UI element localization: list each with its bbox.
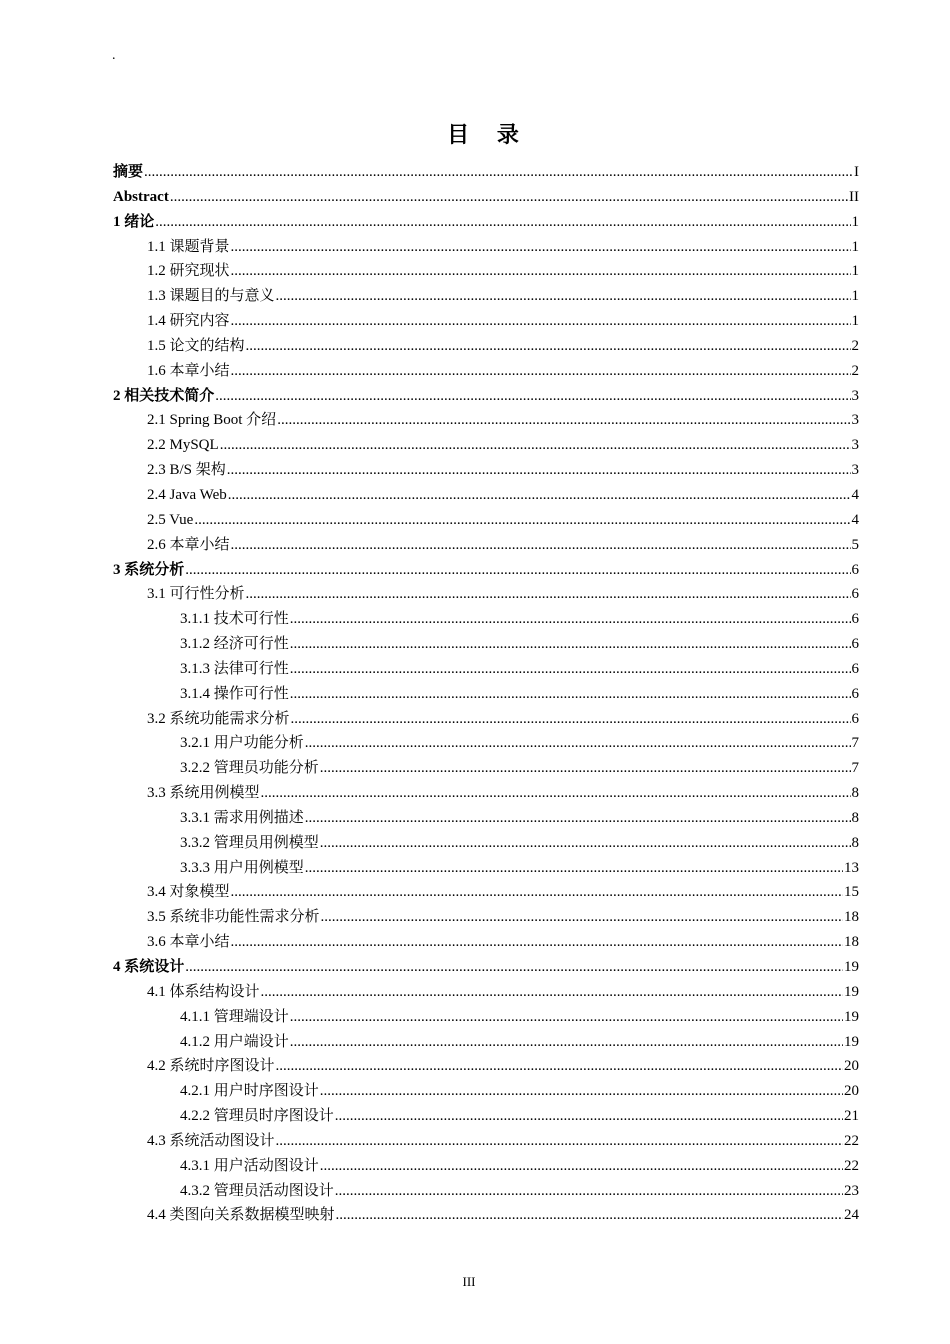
toc-entry[interactable] xyxy=(113,483,859,508)
toc-entry-label: 4.3.1 用户活动图设计 xyxy=(180,1157,319,1174)
toc-dot-leader xyxy=(228,483,851,508)
toc-entry-page: 6 xyxy=(851,561,859,578)
toc-dot-leader xyxy=(215,384,850,409)
toc-entry-page: 1 xyxy=(851,238,859,255)
toc-entry-page: 22 xyxy=(844,1132,859,1149)
toc-entry-label: 3.5 系统非功能性需求分析 xyxy=(147,909,320,926)
toc-entry-label: 3.2 系统功能需求分析 xyxy=(147,710,290,727)
toc-entry-page: 6 xyxy=(851,685,859,702)
toc-entry-page: 1 xyxy=(851,313,859,330)
toc-dot-leader xyxy=(231,880,843,905)
toc-entry-page: 1 xyxy=(851,263,859,280)
toc-entry-label: 4.2 系统时序图设计 xyxy=(147,1058,275,1075)
toc-entry-label: 3.2.1 用户功能分析 xyxy=(180,735,304,752)
toc-entry-page: 20 xyxy=(844,1083,859,1100)
toc-dot-leader xyxy=(185,955,843,980)
toc-entry-page: II xyxy=(849,188,859,205)
toc-dot-leader xyxy=(320,831,851,856)
toc-dot-leader xyxy=(305,731,851,756)
toc-dot-leader xyxy=(246,334,851,359)
toc-entry[interactable] xyxy=(113,707,859,732)
toc-entry[interactable] xyxy=(113,433,859,458)
toc-entry-page: 6 xyxy=(851,660,859,677)
toc-entry-page: 19 xyxy=(844,983,859,1000)
toc-entry[interactable] xyxy=(113,1030,859,1055)
toc-entry[interactable] xyxy=(113,309,859,334)
toc-dot-leader xyxy=(155,210,850,235)
toc-dot-leader xyxy=(320,756,851,781)
toc-entry-label: 3.3.2 管理员用例模型 xyxy=(180,834,319,851)
toc-dot-leader xyxy=(335,1104,843,1129)
toc-entry-label: 4.3.2 管理员活动图设计 xyxy=(180,1182,334,1199)
toc-dot-leader xyxy=(261,781,851,806)
toc-entry-label: 3 系统分析 xyxy=(113,561,185,578)
toc-dot-leader xyxy=(277,408,850,433)
toc-entry-label: 4.2.2 管理员时序图设计 xyxy=(180,1108,334,1125)
toc-entry[interactable] xyxy=(113,806,859,831)
toc-entry-page: 18 xyxy=(844,909,859,926)
toc-entry-page: 20 xyxy=(844,1058,859,1075)
toc-dot-leader xyxy=(220,433,851,458)
toc-entry-page: 7 xyxy=(851,735,859,752)
toc-dot-leader xyxy=(231,359,851,384)
toc-entry-label: 2.2 MySQL xyxy=(147,437,219,454)
toc-entry[interactable] xyxy=(113,210,859,235)
toc-dot-leader xyxy=(231,930,843,955)
toc-dot-leader xyxy=(305,856,843,881)
toc-entry-label: 1 绪论 xyxy=(113,213,155,230)
toc-entry-label: 3.6 本章小结 xyxy=(147,934,230,951)
toc-entry-label: 3.1 可行性分析 xyxy=(147,586,245,603)
toc-entry-page: 21 xyxy=(844,1108,859,1125)
toc-dot-leader xyxy=(144,160,853,185)
toc-entry-page: 8 xyxy=(851,809,859,826)
toc-dot-leader xyxy=(305,806,851,831)
toc-entry-page: 22 xyxy=(844,1157,859,1174)
toc-entry-page: 6 xyxy=(851,710,859,727)
toc-entry[interactable] xyxy=(113,955,859,980)
toc-dot-leader xyxy=(290,657,851,682)
toc-entry-page: 18 xyxy=(844,934,859,951)
toc-dot-leader xyxy=(231,533,851,558)
toc-entry-label: 2.3 B/S 架构 xyxy=(147,462,226,479)
toc-entry-page: 24 xyxy=(844,1207,859,1224)
toc-entry[interactable] xyxy=(113,831,859,856)
toc-entry[interactable] xyxy=(113,185,859,210)
toc-entry-label: 3.1.3 法律可行性 xyxy=(180,660,289,677)
toc-entry-page: 1 xyxy=(851,213,859,230)
toc-dot-leader xyxy=(321,905,843,930)
toc-entry-label: 4 系统设计 xyxy=(113,959,185,975)
toc-entry-page: 1 xyxy=(851,288,859,305)
toc-entry[interactable] xyxy=(113,359,859,384)
toc-dot-leader xyxy=(185,558,850,583)
toc-entry-label: 2 相关技术简介 xyxy=(113,387,215,404)
corner-mark: . xyxy=(112,48,116,63)
toc-entry-label: 2.5 Vue xyxy=(147,511,194,528)
toc-entry-page: 5 xyxy=(851,536,859,553)
table-of-contents xyxy=(113,160,859,1228)
toc-entry-label: 2.6 本章小结 xyxy=(147,536,230,553)
toc-entry-page: 8 xyxy=(851,785,859,802)
toc-entry-label: 1.5 论文的结构 xyxy=(147,337,245,354)
page-title: 目 录 xyxy=(447,123,529,148)
toc-entry[interactable] xyxy=(113,235,859,260)
toc-entry-label: 4.2.1 用户时序图设计 xyxy=(180,1083,319,1100)
toc-entry-page: 2 xyxy=(851,362,859,379)
toc-entry[interactable] xyxy=(113,259,859,284)
toc-entry-label: 4.4 类图向关系数据模型映射 xyxy=(147,1207,335,1224)
toc-entry-label: 3.1.1 技术可行性 xyxy=(180,611,289,628)
toc-entry-label: 1.6 本章小结 xyxy=(147,362,230,379)
toc-entry-label: Abstract xyxy=(113,188,169,205)
toc-dot-leader xyxy=(246,582,851,607)
toc-entry-label: 3.1.4 操作可行性 xyxy=(180,685,289,702)
toc-entry-label: 1.2 研究现状 xyxy=(147,263,230,280)
toc-entry[interactable] xyxy=(113,1129,859,1154)
toc-dot-leader xyxy=(231,309,851,334)
toc-entry-page: 6 xyxy=(851,611,859,628)
toc-entry-page: 4 xyxy=(851,486,859,503)
toc-entry[interactable] xyxy=(113,1054,859,1079)
toc-entry[interactable] xyxy=(113,408,859,433)
toc-entry[interactable] xyxy=(113,632,859,657)
toc-dot-leader xyxy=(170,185,848,210)
toc-dot-leader xyxy=(276,1054,843,1079)
toc-entry[interactable] xyxy=(113,682,859,707)
toc-entry-page: 19 xyxy=(844,1033,859,1050)
toc-entry[interactable] xyxy=(113,284,859,309)
toc-entry[interactable] xyxy=(113,582,859,607)
toc-entry[interactable] xyxy=(113,334,859,359)
toc-entry-page: 6 xyxy=(851,586,859,603)
toc-entry[interactable] xyxy=(113,1154,859,1179)
toc-entry-page: 6 xyxy=(851,636,859,653)
toc-entry[interactable] xyxy=(113,1079,859,1104)
toc-entry-label: 摘要 xyxy=(113,164,144,180)
toc-entry-label: 4.3 系统活动图设计 xyxy=(147,1132,275,1149)
toc-dot-leader xyxy=(276,1129,843,1154)
toc-entry-page: I xyxy=(854,164,859,180)
toc-entry[interactable] xyxy=(113,756,859,781)
toc-entry-label: 2.4 Java Web xyxy=(147,486,227,503)
toc-dot-leader xyxy=(336,1203,843,1228)
toc-dot-leader xyxy=(290,607,851,632)
toc-dot-leader xyxy=(290,632,851,657)
toc-entry[interactable] xyxy=(113,458,859,483)
toc-entry-label: 3.4 对象模型 xyxy=(147,884,230,901)
toc-dot-leader xyxy=(261,980,843,1005)
toc-entry[interactable] xyxy=(113,905,859,930)
toc-entry[interactable] xyxy=(113,160,859,185)
toc-entry[interactable] xyxy=(113,1005,859,1030)
toc-dot-leader xyxy=(290,1030,843,1055)
toc-dot-leader xyxy=(335,1179,843,1204)
toc-entry-page: 3 xyxy=(851,387,859,404)
toc-entry-page: 2 xyxy=(851,337,859,354)
toc-entry[interactable] xyxy=(113,558,859,583)
toc-entry-page: 3 xyxy=(851,437,859,454)
toc-entry-label: 2.1 Spring Boot 介绍 xyxy=(147,412,277,429)
toc-entry-page: 15 xyxy=(844,884,859,901)
toc-dot-leader xyxy=(320,1079,843,1104)
toc-dot-leader xyxy=(194,508,850,533)
toc-entry[interactable] xyxy=(113,731,859,756)
toc-entry[interactable] xyxy=(113,657,859,682)
toc-dot-leader xyxy=(291,707,851,732)
toc-dot-leader xyxy=(320,1154,843,1179)
toc-entry-page: 23 xyxy=(844,1182,859,1199)
toc-entry-page: 7 xyxy=(851,760,859,777)
toc-entry-label: 4.1.2 用户端设计 xyxy=(180,1033,289,1050)
toc-entry[interactable] xyxy=(113,930,859,955)
toc-entry[interactable] xyxy=(113,607,859,632)
toc-entry-label: 4.1.1 管理端设计 xyxy=(180,1008,289,1025)
toc-entry[interactable] xyxy=(113,508,859,533)
toc-dot-leader xyxy=(231,235,851,260)
page-footer-number: III xyxy=(462,1274,476,1289)
toc-entry-label: 1.3 课题目的与意义 xyxy=(147,288,275,305)
toc-entry-label: 1.4 研究内容 xyxy=(147,313,230,330)
toc-entry-label: 3.3 系统用例模型 xyxy=(147,785,260,802)
toc-entry[interactable] xyxy=(113,1203,859,1228)
toc-entry[interactable] xyxy=(113,781,859,806)
toc-entry[interactable] xyxy=(113,384,859,409)
toc-entry-label: 3.1.2 经济可行性 xyxy=(180,636,289,653)
toc-entry-label: 3.3.1 需求用例描述 xyxy=(180,809,304,826)
toc-entry-page: 3 xyxy=(851,462,859,479)
toc-dot-leader xyxy=(231,259,851,284)
toc-entry-page: 19 xyxy=(844,1008,859,1025)
toc-entry[interactable] xyxy=(113,1104,859,1129)
toc-dot-leader xyxy=(290,1005,843,1030)
toc-entry[interactable] xyxy=(113,533,859,558)
toc-entry[interactable] xyxy=(113,980,859,1005)
toc-entry[interactable] xyxy=(113,880,859,905)
toc-entry[interactable] xyxy=(113,856,859,881)
toc-entry[interactable] xyxy=(113,1179,859,1204)
toc-dot-leader xyxy=(227,458,851,483)
toc-entry-page: 8 xyxy=(851,834,859,851)
toc-entry-label: 4.1 体系结构设计 xyxy=(147,983,260,1000)
toc-entry-label: 1.1 课题背景 xyxy=(147,238,230,255)
toc-entry-page: 13 xyxy=(844,859,859,876)
toc-entry-label: 3.2.2 管理员功能分析 xyxy=(180,760,319,777)
toc-entry-page: 3 xyxy=(851,412,859,429)
toc-entry-page: 19 xyxy=(844,959,859,975)
toc-dot-leader xyxy=(276,284,851,309)
toc-dot-leader xyxy=(290,682,851,707)
toc-entry-page: 4 xyxy=(851,511,859,528)
toc-entry-label: 3.3.3 用户用例模型 xyxy=(180,859,304,876)
